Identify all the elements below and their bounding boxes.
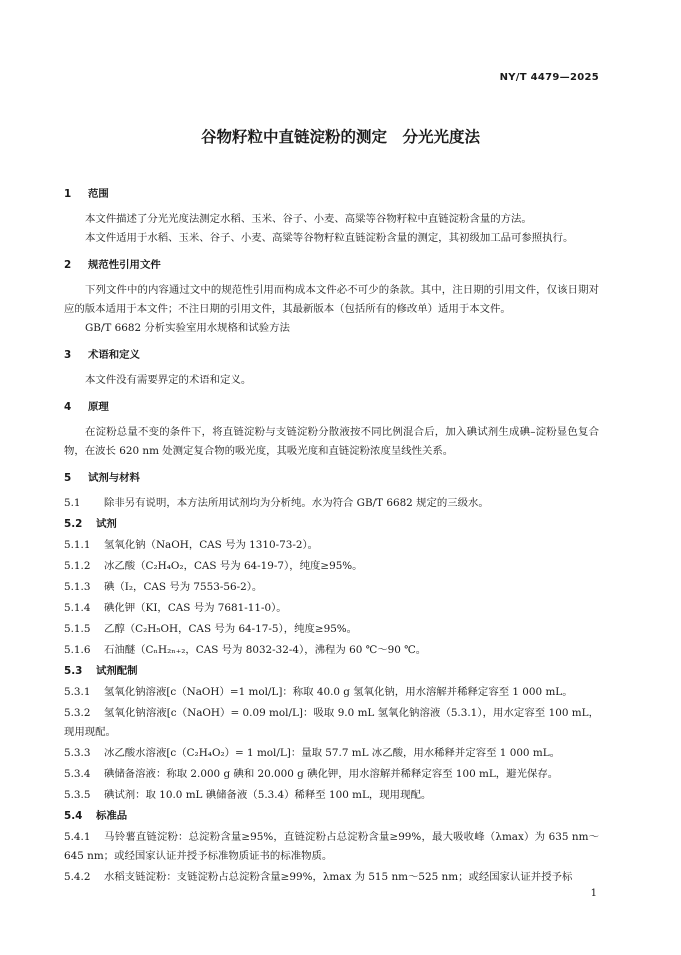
clause-number: 5.3.5: [64, 789, 91, 801]
clause-number: 5.1.4: [64, 602, 91, 614]
standard-code: NY/T 4479—2025: [499, 72, 599, 83]
clause-text: 氢氧化钠溶液[c（NaOH）=1 mol/L]：称取 40.0 g 氢氧化钠，用水溶解并稀释定容至 1 000 mL。: [104, 686, 573, 698]
subsection-heading: [64, 662, 599, 681]
clause-number: 5.1.3: [64, 581, 91, 593]
subsection-title: 试剂配制: [96, 665, 138, 677]
paragraph: 本文件没有需要界定的术语和定义。: [85, 374, 252, 386]
clause-text: 冰乙酸水溶液[c（C₂H₄O₂）= 1 mol/L]：量取 57.7 mL 冰乙酸，用水稀释并定容至 1 000 mL。: [104, 747, 560, 759]
document-body: [64, 177, 599, 887]
clause-number: 5.4.1: [64, 831, 91, 843]
section-number: 2: [64, 259, 72, 271]
paragraph: 在淀粉总量不变的条件下，将直链淀粉与支链淀粉分散液按不同比例混合后，加入碘试剂生成碘–淀粉显色复合物，在波长 620 nm 处测定复合物的吸光度，其吸光度和直链淀粉浓度呈线性关系。: [64, 426, 599, 457]
clause-item: [64, 620, 599, 639]
section-title: 术语和定义: [88, 349, 140, 361]
clause-number: 5.1.2: [64, 560, 91, 572]
section-number: 3: [64, 349, 72, 361]
subsection-heading: [64, 515, 599, 534]
subsection-title: 试剂: [96, 518, 117, 530]
clause-number: 5.1: [64, 497, 81, 509]
clause-item: [64, 828, 599, 866]
clause-text: 水稻支链淀粉：支链淀粉占总淀粉含量≥99%，λmax 为 515 nm～525 nm；或经国家认证并授予标: [104, 871, 573, 883]
clause-item: [64, 868, 599, 887]
clause-item: [64, 536, 599, 555]
subsection-heading: [64, 807, 599, 826]
clause-item: [64, 786, 599, 805]
clause-item: [64, 683, 599, 702]
clause-item: [64, 641, 599, 660]
subsection-number: 5.4: [64, 810, 83, 822]
clause-number: 5.3.2: [64, 707, 91, 719]
clause-number: 5.1.5: [64, 623, 91, 635]
section-number: 5: [64, 472, 72, 484]
section-heading-4: [64, 398, 599, 417]
section-heading-3: [64, 346, 599, 365]
paragraph: 下列文件中的内容通过文中的规范性引用而构成本文件必不可少的条款。其中，注日期的引用文件，仅该日期对应的版本适用于本文件；不注日期的引用文件，其最新版本（包括所有的修改单）适用于本文件。: [64, 284, 599, 315]
clause-number: 5.1.1: [64, 539, 91, 551]
clause-number: 5.4.2: [64, 871, 91, 883]
paragraph: 本文件描述了分光光度法测定水稻、玉米、谷子、小麦、高粱等谷物籽粒中直链淀粉含量的方法。: [85, 213, 532, 225]
clause-text: 氢氧化钠溶液[c（NaOH）= 0.09 mol/L]：吸取 9.0 mL 氢氧化钠溶液（5.3.1），用水定容至 100 mL，现用现配。: [64, 707, 599, 738]
clause-text: 碘化钾（KI，CAS 号为 7681-11-0）。: [104, 602, 287, 614]
clause-item: [64, 578, 599, 597]
section-title: 试剂与材料: [88, 472, 140, 484]
section-title: 原理: [88, 401, 109, 413]
clause-item: [64, 599, 599, 618]
clause-number: 5.3.4: [64, 768, 91, 780]
clause-number: 5.3.1: [64, 686, 91, 698]
section-number: 1: [64, 188, 72, 200]
clause-text: 石油醚（CₙH₂ₙ₊₂，CAS 号为 8032-32-4），沸程为 60 ℃～90 ℃。: [104, 644, 427, 656]
paragraph: 本文件适用于水稻、玉米、谷子、小麦、高粱等谷物籽粒直链淀粉含量的测定，其初级加工品可参照执行。: [85, 232, 574, 244]
section-heading-2: [64, 256, 599, 275]
clause-text: 冰乙酸（C₂H₄O₂，CAS 号为 64-19-7），纯度≥95%。: [104, 560, 363, 572]
clause-text: 除非另有说明，本方法所用试剂均为分析纯。水为符合 GB/T 6682 规定的三级水。: [104, 497, 489, 509]
clause-text: 碘（I₂，CAS 号为 7553-56-2）。: [104, 581, 263, 593]
page-number: 1: [590, 888, 597, 899]
section-heading-1: [64, 185, 599, 204]
subsection-number: 5.3: [64, 665, 83, 677]
clause-number: 5.1.6: [64, 644, 91, 656]
clause-text: 乙醇（C₂H₅OH，CAS 号为 64-17-5），纯度≥95%。: [104, 623, 358, 635]
section-number: 4: [64, 401, 72, 413]
clause-text: 碘储备溶液：称取 2.000 g 碘和 20.000 g 碘化钾，用水溶解并稀释定容至 100 mL，避光保存。: [104, 768, 559, 780]
clause-item: [64, 704, 599, 742]
section-heading-5: [64, 469, 599, 488]
clause-item: [64, 765, 599, 784]
clause-number: 5.3.3: [64, 747, 91, 759]
document-title: 谷物籽粒中直链淀粉的测定 分光光度法: [200, 128, 480, 146]
clause-item: [64, 557, 599, 576]
subsection-title: 标准品: [96, 810, 128, 822]
section-title: 规范性引用文件: [88, 259, 161, 271]
clause-text: 氢氧化钠（NaOH，CAS 号为 1310-73-2）。: [104, 539, 319, 551]
clause-item: [64, 744, 599, 763]
normative-reference: GB/T 6682 分析实验室用水规格和试验方法: [85, 322, 290, 334]
subsection-number: 5.2: [64, 518, 83, 530]
clause-item: [64, 494, 599, 513]
clause-text: 马铃薯直链淀粉：总淀粉含量≥95%，直链淀粉占总淀粉含量≥99%，最大吸收峰（λmax）为 635 nm～645 nm；或经国家认证并授予标准物质证书的标准物质。: [64, 831, 599, 862]
clause-text: 碘试剂：取 10.0 mL 碘储备液（5.3.4）稀释至 100 mL，现用现配。: [104, 789, 432, 801]
section-title: 范围: [88, 188, 109, 200]
